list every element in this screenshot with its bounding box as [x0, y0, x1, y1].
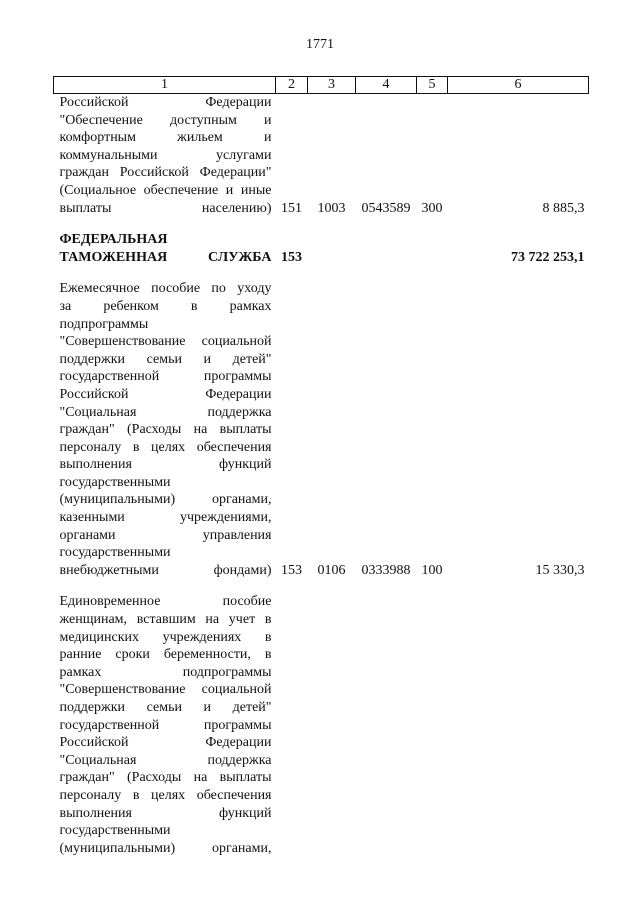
description-line: женщинам, вставшим на учет в [59, 612, 272, 628]
table-row [54, 593, 589, 857]
description-line: Ежемесячное пособие по уходу [59, 281, 272, 297]
description-line: подпрограммы [59, 316, 149, 332]
description-line: государственной программы [59, 717, 272, 733]
description-line: (Социальное обеспечение и иные [59, 182, 272, 198]
description-line: рамках подпрограммы [59, 664, 272, 680]
target-code: 0333988 [361, 562, 411, 578]
description-line: (муниципальными) органами, [59, 492, 272, 508]
description-line: государственными [59, 474, 171, 490]
description-line: "Совершенствование социальной [59, 682, 272, 698]
description-line: Единовременное пособие [59, 594, 272, 610]
description-line: Российской Федерации [59, 95, 272, 110]
description-line: "Обеспечение доступным и [59, 112, 272, 128]
row-spacer [54, 266, 589, 280]
spacer-cell [54, 266, 589, 280]
description-line: Российской Федерации [59, 386, 272, 402]
table-row [54, 231, 589, 266]
column-header: 5 [417, 77, 448, 94]
description-line: комфортным жильем и [59, 130, 272, 146]
description-line: (муниципальными) органами, [59, 840, 272, 856]
ministry-code: 151 [281, 200, 302, 216]
column-header: 3 [308, 77, 356, 94]
budget-table [53, 76, 589, 857]
description-line: органами управления [59, 527, 272, 543]
spacer-cell [54, 579, 589, 593]
expense-type-code [417, 231, 448, 266]
section-code [308, 593, 356, 857]
row-description [54, 593, 276, 857]
column-header: 4 [356, 77, 417, 94]
target-code [356, 593, 417, 857]
row-spacer [54, 579, 589, 593]
description-line: за ребенком в рамках [59, 298, 272, 314]
description-line: казенными учреждениями, [59, 510, 272, 526]
expense-type-code [417, 593, 448, 857]
column-header: 2 [276, 77, 308, 94]
ministry-code: 153 [281, 562, 302, 578]
table-row [54, 280, 589, 579]
description-line: государственными [59, 545, 171, 561]
spacer-cell [54, 217, 589, 231]
amount: 73 722 253,1 [511, 249, 585, 265]
description-line: выполнения функций [59, 805, 272, 821]
description-line: поддержки семьи и детей" [59, 700, 272, 715]
page-number: 1771 [306, 37, 334, 52]
section-code: 1003 [317, 200, 346, 216]
expense-type-code: 300 [421, 200, 443, 216]
target-code: 0543589 [361, 200, 411, 216]
description-line: "Социальная поддержка [59, 752, 272, 768]
description-line: персоналу в целях обеспечения [59, 439, 272, 455]
description-line: государственной программы [59, 369, 272, 385]
amount [448, 593, 589, 857]
row-description [54, 280, 276, 579]
column-header: 1 [54, 77, 276, 94]
description-line: граждан" (Расходы на выплаты [59, 422, 272, 438]
description-line: поддержки семьи и детей" [59, 351, 272, 367]
table-row [54, 94, 589, 218]
description-line: граждан Российской Федерации" [59, 165, 272, 181]
ministry-code: 153 [281, 249, 302, 265]
description-line: коммунальными услугами [59, 147, 272, 163]
description-line: медицинских учреждениях в [59, 629, 272, 645]
row-description [54, 94, 276, 218]
description-line: государственными [59, 823, 171, 839]
description-line: "Совершенствование социальной [59, 334, 272, 350]
expense-type-code: 100 [421, 562, 443, 578]
section-code [308, 231, 356, 266]
column-header: 6 [448, 77, 589, 94]
description-line: ТАМОЖЕННАЯ СЛУЖБА [59, 249, 272, 265]
ministry-code [276, 593, 308, 857]
description-line: выполнения функций [59, 457, 272, 473]
description-line: "Социальная поддержка [59, 404, 272, 420]
description-line: Российской Федерации [59, 735, 272, 751]
description-line: ФЕДЕРАЛЬНАЯ [59, 232, 168, 248]
description-line: выплаты населению) [59, 200, 272, 216]
section-code: 0106 [317, 562, 346, 578]
amount: 8 885,3 [542, 200, 585, 216]
table-header-row [54, 77, 589, 94]
description-line: внебюджетными фондами) [59, 562, 272, 578]
row-spacer [54, 217, 589, 231]
description-line: ранние сроки беременности, в [59, 647, 272, 663]
amount: 15 330,3 [535, 562, 585, 578]
target-code [356, 231, 417, 266]
description-line: персоналу в целях обеспечения [59, 787, 272, 803]
description-line: граждан" (Расходы на выплаты [59, 770, 272, 786]
row-description [54, 231, 276, 266]
